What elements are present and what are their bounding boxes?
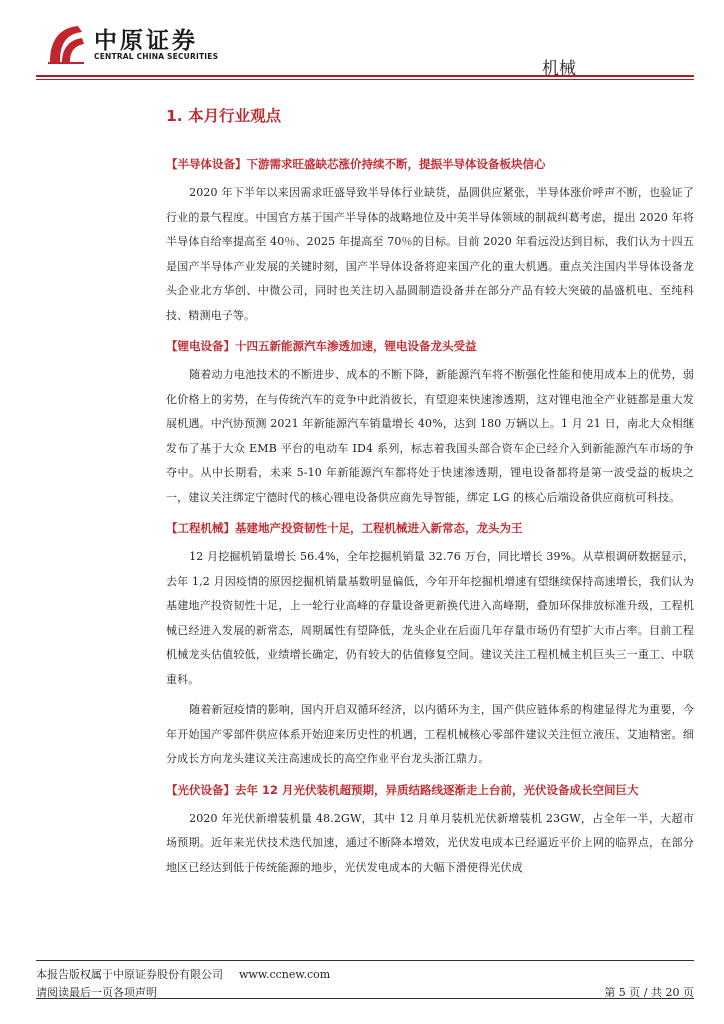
subsection-tag: 【锂电设备】	[166, 339, 235, 353]
paragraph: 2020 年下半年以来因需求旺盛导致半导体行业缺货，晶圆供应紧张，半导体涨价呼声不断，也验证了行业的景气程度。中国官方基于国产半导体的战略地位及中美半导体领域的制裁纠葛考虑，提出 2020 年将半导体自给率提高至 40％、2025 年提高至 70％的目标。目前 2020 年看远没达到目标，我们认为十四五是国产半导体产业发展的关键时刻，国产半导体设备将迎来国产化的重大机遇。重点关注国内半导体设备龙头企业北方华创、中微公司，同时也关注切入晶圆制造设备并在部分产品有较大突破的晶盛机电、至纯科技、精测电子等。	[166, 186, 694, 322]
subsection-headline: 去年 12 月光伏装机超预期，异质结路线逐渐走上台前，光伏设备成长空间巨大	[235, 782, 639, 797]
subsection-title-lithium	[166, 334, 694, 359]
header-divider	[36, 75, 694, 77]
company-logo	[44, 20, 244, 70]
page-header	[0, 0, 724, 80]
footer-copyright-line	[36, 966, 330, 982]
footer-url-link[interactable]: www.ccnew.com	[239, 968, 331, 981]
paragraph: 12 月挖掘机销量增长 56.4%，全年挖掘机销量 32.76 万台，同比增长 39%。从草根调研数据显示，去年 1,2 月因疫情的原因挖掘机销量基数明显偏低，今年开年挖掘机增速有望继续保持高速增长，我们认为基建地产投资韧性十足，上一轮行业高峰的存量设备更新换代进入高峰期，叠加环保排放标准升级，工程机械已经进入发展的新常态，周期属性有望降低，龙头企业在后面几年存量市场仍有望扩大市占率。目前工程机械龙头估值较低，业绩增长确定，仍有较大的估值修复空间。建议关注工程机械主机巨头三一重工、中联重科。	[166, 550, 694, 686]
subsection-headline: 十四五新能源汽车渗透加速，锂电设备龙头受益	[235, 339, 477, 353]
footer-divider	[36, 960, 694, 961]
subsection-tag: 【半导体设备】	[166, 157, 247, 171]
subsection-tag: 【工程机械】	[166, 521, 235, 535]
section-name: 机械	[542, 59, 576, 79]
subsection-title-construction	[166, 516, 694, 541]
paragraph: 随着新冠疫情的影响，国内开启双循环经济，以内循环为主，国产供应链体系的构建显得尤为重要，今年开始国产零部件供应体系开始迎来历史性的机遇，工程机械核心零部件建议关注恒立液压、艾迪精密。细分成长方向龙头建议关注高速成长的高空作业平台龙头浙江鼎力。	[166, 703, 694, 765]
subsection-title-semiconductor	[166, 152, 694, 177]
subsection-title-photovoltaic	[166, 778, 694, 803]
logo-english-name: CENTRAL CHINA SECURITIES	[94, 52, 219, 61]
section-heading: 1. 本月行业观点	[166, 107, 282, 125]
footer-divider-bottom	[36, 998, 694, 999]
logo-mark-icon	[44, 22, 88, 66]
subsection-tag: 【光伏设备】	[166, 782, 235, 797]
report-body	[166, 100, 694, 886]
header-divider-thin	[36, 79, 694, 80]
subsection-headline: 基建地产投资韧性十足，工程机械进入新常态，龙头为王	[235, 521, 523, 535]
footer-disclaimer: 请阅读最后一页各项声明	[36, 986, 157, 999]
subsection-headline: 下游需求旺盛缺芯涨价持续不断，提振半导体设备板块信心	[246, 157, 546, 171]
footer-copyright: 本报告版权属于中原证券股份有限公司	[36, 968, 223, 981]
logo-chinese-name: 中原证券	[94, 28, 198, 54]
page-number: 第 5 页 / 共 20 页	[604, 986, 694, 999]
paragraph: 随着动力电池技术的不断进步、成本的不断下降，新能源汽车将不断强化性能和使用成本上的优势，弱化价格上的劣势，在与传统汽车的竞争中此消彼长，有望迎来快速渗透期，这对锂电池全产业链都是重大发展机遇。中汽协预测 2021 年新能源汽车销量增长 40%，达到 180 万辆以上。1 月 21 日，南北大众相继发布了基于大众 EMB 平台的电动车 ID4 系列，标志着我国头部合资车企已经介入到新能源汽车市场的争夺中。从中长期看，未来 5-10 年新能源汽车都将处于快速渗透期，锂电设备都将是第一波受益的板块之一，建议关注绑定宁德时代的核心锂电设备供应商先导智能，绑定 LG 的核心后端设备供应商杭可科技。	[166, 368, 694, 504]
paragraph: 2020 年光伏新增装机量 48.2GW，其中 12 月单月装机光伏新增装机 23GW，占全年一半，大超市场预期。近年来光伏技术迭代加速，通过不断降本增效，光伏发电成本已经逼近平价上网的临界点，在部分地区已经达到低于传统能源的地步，光伏发电成本的大幅下滑使得光伏成	[166, 811, 694, 874]
